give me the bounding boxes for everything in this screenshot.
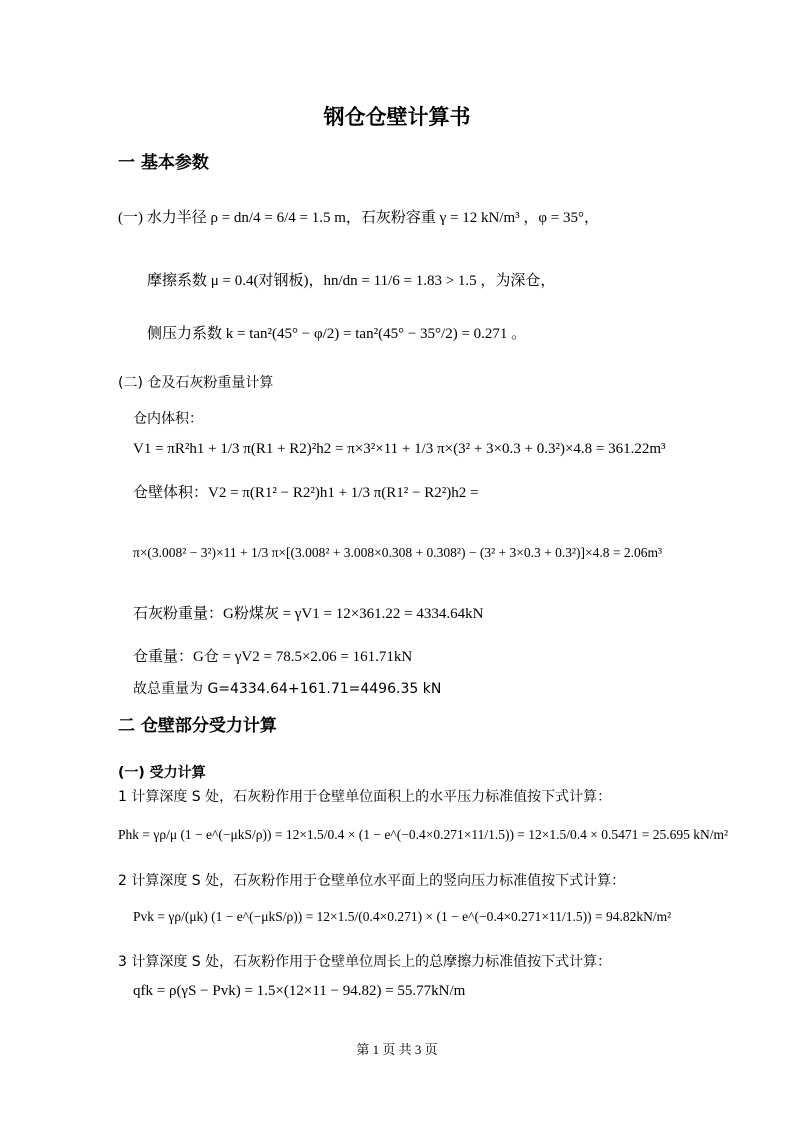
volume-formula: V1 = πR²h1 + 1/3 π(R1 + R2)²h2 = π×3²×11 + 1/3 π×(3² + 3×0.3 + 0.3²)×4.8 = 361.22m³ bbox=[133, 441, 666, 457]
item-3-text: 3 计算深度 S 处，石灰粉作用于仓壁单位周长上的总摩擦力标准值按下式计算： bbox=[118, 954, 612, 970]
param-line-1: (一) 水力半径 ρ = dn/4 = 6/4 = 1.5 m，石灰粉容重 γ = 12 kN/m³ ，φ = 35°， bbox=[118, 210, 599, 226]
param-line-2: 摩擦系数 μ = 0.4(对钢板)，hn/dn = 11/6 = 1.83 > 1.5 ，为深仓， bbox=[147, 273, 556, 289]
volume-label: 仓内体积： bbox=[133, 411, 203, 427]
total-weight: 故总重量为 G=4334.64+161.71=4496.35 kN bbox=[133, 681, 442, 697]
weight-subheading: (二) 仓及石灰粉重量计算 bbox=[118, 375, 274, 391]
silo-weight: 仓重量：G仓 = γV2 = 78.5×2.06 = 161.71kN bbox=[133, 649, 413, 665]
section-2-heading: 二 仓壁部分受力计算 bbox=[118, 716, 277, 736]
item-2-formula: Pvk = γρ/(μk) (1 − e^(−μkS/ρ)) = 12×1.5/(0.4×0.271) × (1 − e^(−0.4×0.271×11/1.5)) = 94.82kN/m² bbox=[133, 909, 672, 924]
item-1-text: 1 计算深度 S 处，石灰粉作用于仓壁单位面积上的水平压力标准值按下式计算： bbox=[118, 789, 612, 805]
item-1-formula: Phk = γρ/μ (1 − e^(−μkS/ρ)) = 12×1.5/0.4 × (1 − e^(−0.4×0.271×11/1.5)) = 12×1.5/0.4 × 0.5471 = 25.695 kN/m² bbox=[118, 827, 729, 842]
param-line-3: 侧压力系数 k = tan²(45° − φ/2) = tan²(45° − 35°/2) = 0.271 。 bbox=[147, 326, 527, 342]
document-title: 钢仓仓壁计算书 bbox=[323, 105, 471, 129]
lime-weight: 石灰粉重量：G粉煤灰 = γV1 = 12×361.22 = 4334.64kN bbox=[133, 606, 484, 622]
item-3-formula: qfk = ρ(γS − Pvk) = 1.5×(12×11 − 94.82) = 55.77kN/m bbox=[133, 983, 466, 999]
wall-volume-expansion: π×(3.008² − 3²)×11 + 1/3 π×[(3.008² + 3.008×0.308 + 0.308²) − (3² + 3×0.3 + 0.3²)]×4.8 = 2.06m³ bbox=[133, 545, 663, 560]
section-1-heading: 一 基本参数 bbox=[118, 153, 209, 173]
force-calc-subheading: (一) 受力计算 bbox=[118, 765, 206, 781]
page-footer: 第 1 页 共 3 页 bbox=[356, 1042, 438, 1057]
wall-volume-formula: 仓壁体积：V2 = π(R1² − R2²)h1 + 1/3 π(R1² − R2²)h2 = bbox=[133, 485, 479, 501]
item-2-text: 2 计算深度 S 处，石灰粉作用于仓壁单位水平面上的竖向压力标准值按下式计算： bbox=[118, 873, 626, 889]
